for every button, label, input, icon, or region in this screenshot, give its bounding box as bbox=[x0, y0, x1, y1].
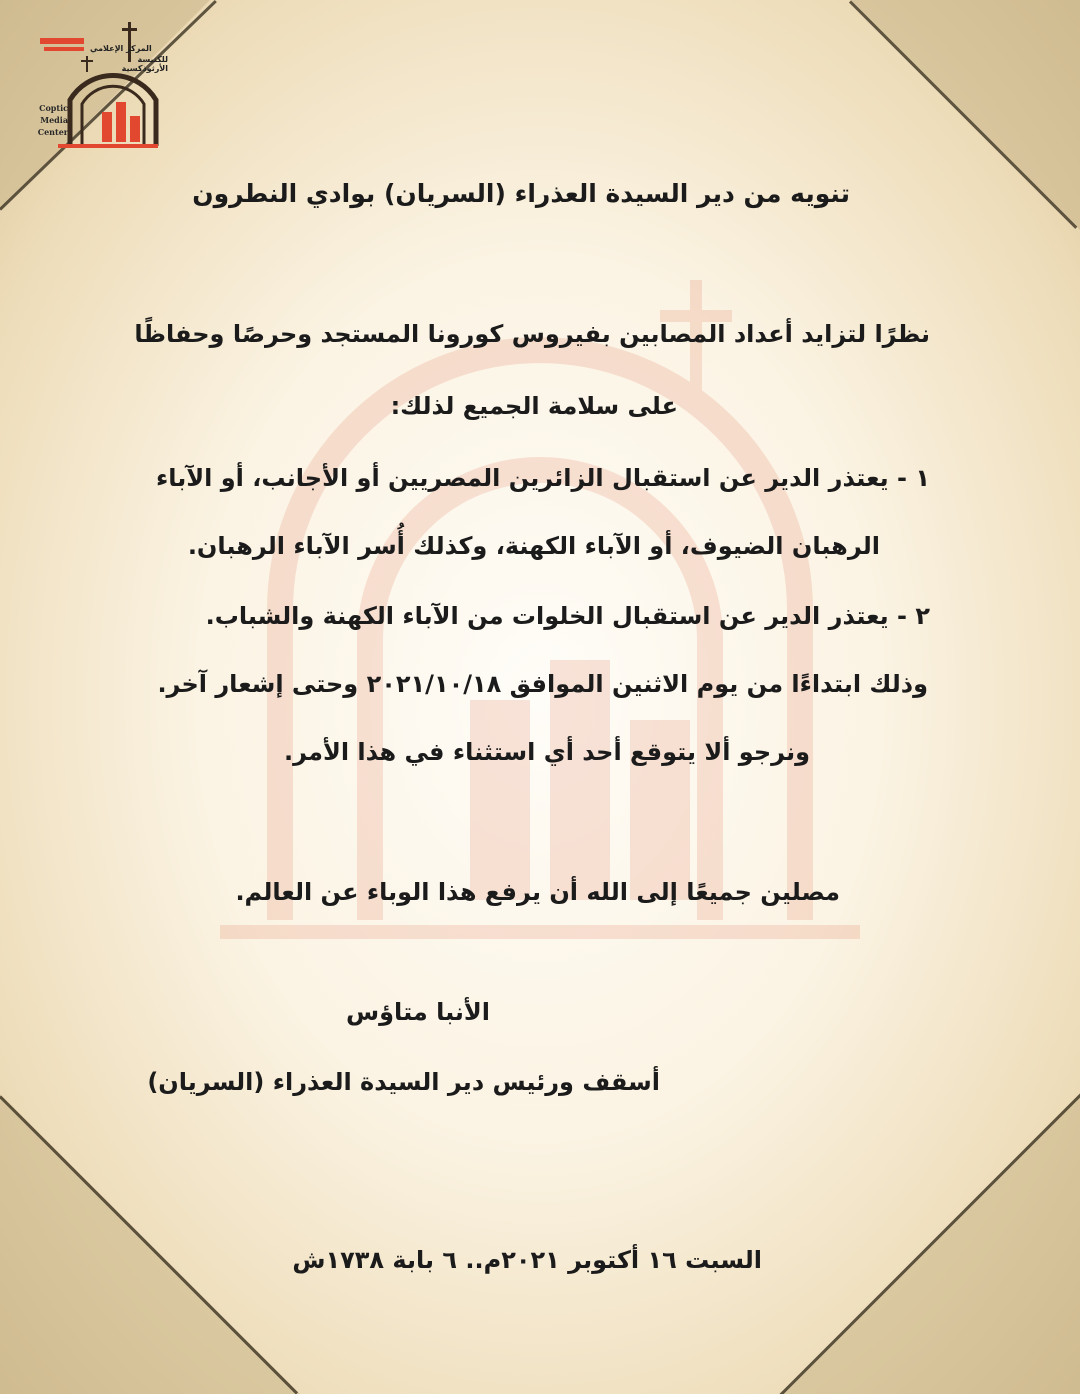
logo-english-text bbox=[28, 102, 68, 138]
logo-english-line2: Media bbox=[40, 115, 68, 125]
notice-prayer: مصلين جميعًا إلى الله أن يرفع هذا الوباء عن العالم. bbox=[235, 878, 840, 906]
notice-title: تنويه من دير السيدة العذراء (السريان) بوادي النطرون bbox=[192, 179, 850, 208]
notice-intro-line2: على سلامة الجميع لذلك: bbox=[390, 392, 678, 420]
notice-request: ونرجو ألا يتوقع أحد أي استثناء في هذا الأمر. bbox=[284, 738, 810, 766]
notice-item1-line2: الرهبان الضيوف، أو الآباء الكهنة، وكذلك أُسر الآباء الرهبان. bbox=[187, 532, 880, 560]
signature-name: الأنبا متاؤس bbox=[346, 998, 490, 1026]
signature-role: أسقف ورئيس دير السيدة العذراء (السريان) bbox=[147, 1068, 660, 1096]
notice-item2: ٢ - يعتذر الدير عن استقبال الخلوات من الآباء الكهنة والشباب. bbox=[205, 602, 930, 630]
logo-english-line1: Coptic bbox=[39, 103, 68, 113]
coptic-media-center-logo bbox=[28, 18, 168, 150]
notice-start-date: وذلك ابتداءًا من يوم الاثنين الموافق ٢٠٢١/١٠/١٨ وحتى إشعار آخر. bbox=[157, 670, 928, 698]
logo-arabic-line1: المركز الإعلامي bbox=[90, 44, 152, 53]
logo-english-line3: Center bbox=[37, 127, 68, 137]
notice-intro-line1: نظرًا لتزايد أعداد المصابين بفيروس كورونا المستجد وحرصًا وحفاظًا bbox=[134, 320, 930, 348]
notice-item1-line1: ١ - يعتذر الدير عن استقبال الزائرين المصريين أو الأجانب، أو الآباء bbox=[155, 464, 930, 492]
date-line: السبت ١٦ أكتوبر ٢٠٢١م.. ٦ بابة ١٧٣٨ش bbox=[292, 1246, 762, 1274]
logo-arabic-line2: للكنيسة الأرثوذكسية bbox=[121, 55, 168, 73]
